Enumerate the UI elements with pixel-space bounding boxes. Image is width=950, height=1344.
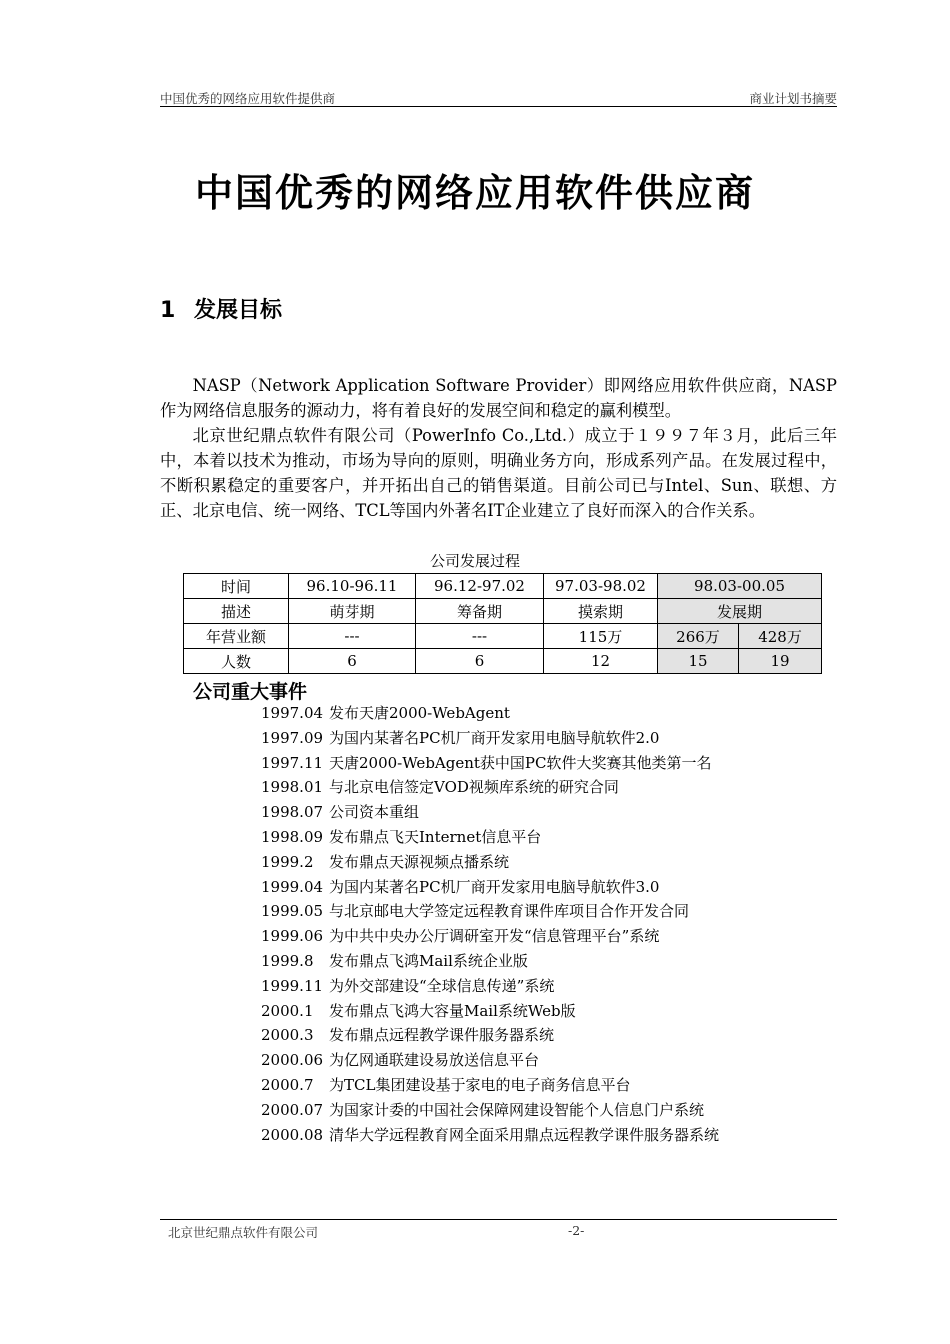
table-caption: 公司发展过程 [429,552,520,570]
event-date: 1998.09 [261,827,324,846]
list-item [261,751,861,776]
development-history-table [183,573,822,674]
table-cell: 筹备期 [416,599,544,624]
table-cell: 15 [658,649,739,674]
event-date: 1999.2 [261,852,314,871]
section-heading [160,293,282,324]
table-cell: 98.03-00.05 [658,574,822,599]
event-date: 1998.01 [261,778,324,797]
event-date: 2000.3 [261,1026,314,1045]
table-cell: 年营业额 [184,624,289,649]
event-text: 发布鼎点远程教学课件服务器系统 [329,1026,555,1045]
header-left-text: 中国优秀的网络应用软件提供商 [160,91,336,106]
table-cell: 摸索期 [544,599,658,624]
page-number: -2- [568,1223,585,1238]
event-date: 2000.07 [261,1100,324,1119]
list-item [261,850,861,875]
event-text: 天唐2000-WebAgent获中国PC软件大奖赛其他类第一名 [329,753,712,772]
table-cell: 96.12-97.02 [416,574,544,599]
section-number: 1 [160,298,176,323]
event-text: 发布鼎点飞鸿大容量Mail系统Web版 [329,1001,576,1020]
document-title: 中国优秀的网络应用软件供应商 [194,171,755,215]
event-date: 2000.1 [261,1001,314,1020]
table-cell: 时间 [184,574,289,599]
event-text: 公司资本重组 [329,803,420,822]
list-item [261,1123,861,1148]
table-cell: 发展期 [658,599,822,624]
table-cell: 人数 [184,649,289,674]
event-text: 发布鼎点飞鸿Mail系统企业版 [329,951,528,970]
event-date: 2000.7 [261,1075,314,1094]
event-date: 1998.07 [261,803,324,822]
event-date: 1997.11 [261,753,324,772]
table-cell: 描述 [184,599,289,624]
list-item [261,1073,861,1098]
list-item [261,701,861,726]
table-row [184,574,822,599]
event-date: 1999.06 [261,927,324,946]
event-text: 为亿网通联建设易放送信息平台 [329,1051,540,1070]
table-cell: 19 [739,649,822,674]
table-cell: 96.10-96.11 [289,574,416,599]
list-item [261,1023,861,1048]
list-item [261,825,861,850]
table-cell: 428万 [739,624,822,649]
event-text: 发布天唐2000-WebAgent [329,704,510,722]
list-item [261,875,861,900]
list-item [261,1048,861,1073]
event-date: 1999.11 [261,976,324,995]
table-row [184,599,822,624]
table-cell: 266万 [658,624,739,649]
list-item [261,1098,861,1123]
table-cell: 6 [289,649,416,674]
page-footer [160,1219,837,1240]
table-row [184,624,822,649]
event-text: 为国家计委的中国社会保障网建设智能个人信息门户系统 [329,1100,705,1119]
event-date: 2000.06 [261,1051,324,1070]
event-date: 1999.04 [261,877,324,896]
event-date: 2000.08 [261,1125,324,1144]
table-cell: 97.03-98.02 [544,574,658,599]
event-text: 发布鼎点飞天Internet信息平台 [329,827,542,846]
event-text: 为国内某著名PC机厂商开发家用电脑导航软件3.0 [329,877,660,896]
paragraph-company: 北京世纪鼎点软件有限公司（PowerInfo Co.,Ltd.）成立于１９９７年３月，此后三年中，本着以技术为推动，市场为导向的原则，明确业务方向，形成系列产品。在发展过程中，不断积累稳定的重要客户，并开拓出自己的销售渠道。目前公司已与Intel、Sun、联想、方正、北京电信、统一网络、TCL等国内外著名IT企业建立了良好而深入的合作关系。 [160,426,837,520]
table-cell: 115万 [544,624,658,649]
list-item [261,999,861,1024]
list-item [261,899,861,924]
table-row [184,649,822,674]
list-item [261,924,861,949]
event-text: 清华大学远程教育网全面采用鼎点远程教学课件服务器系统 [329,1125,720,1144]
event-text: 与北京电信签定VOD视频库系统的研究合同 [329,778,619,797]
footer-company-name: 北京世纪鼎点软件有限公司 [168,1225,319,1240]
paragraph-nasp: NASP（Network Application Software Provider）即网络应用软件供应商，NASP作为网络信息服务的源动力，将有着良好的发展空间和稳定的赢利模型。 [160,376,837,420]
event-text: 与北京邮电大学签定远程教育课件库项目合作开发合同 [329,902,690,921]
table-cell: --- [416,624,544,649]
event-date: 1997.04 [261,704,324,722]
event-text: 发布鼎点天源视频点播系统 [329,852,510,871]
section-title: 发展目标 [194,298,283,323]
event-text: 为TCL集团建设基于家电的电子商务信息平台 [329,1075,631,1094]
event-date: 1999.8 [261,951,314,970]
body-text [160,373,837,523]
list-item [261,726,861,751]
header-right-text: 商业计划书摘要 [749,91,837,106]
events-list [261,701,861,1147]
event-text: 为外交部建设“全球信息传递”系统 [329,976,555,995]
event-text: 为中共中央办公厅调研室开发“信息管理平台”系统 [329,927,660,946]
event-date: 1997.09 [261,728,324,747]
list-item [261,800,861,825]
table-cell: 6 [416,649,544,674]
event-text: 为国内某著名PC机厂商开发家用电脑导航软件2.0 [329,728,660,747]
list-item [261,949,861,974]
event-date: 1999.05 [261,902,324,921]
events-heading: 公司重大事件 [193,681,308,703]
list-item [261,775,861,800]
table-cell: 萌芽期 [289,599,416,624]
list-item [261,974,861,999]
table-cell: --- [289,624,416,649]
page-header [160,89,837,107]
table-cell: 12 [544,649,658,674]
